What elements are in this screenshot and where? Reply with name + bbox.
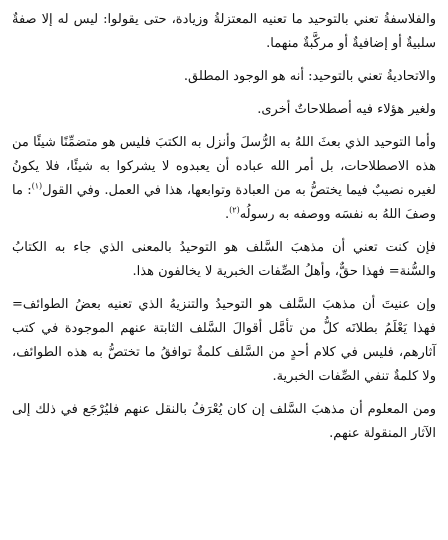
footnote-marker-2: (٢) <box>229 205 240 215</box>
paragraph-known-narrations: ومن المعلوم أن مذهبَ السَّلف إن كان يُعْرَفُ بالنقل عنهم فليُرْجَع في ذلك إلى الآثار المنقولة عنهم. <box>12 402 436 441</box>
paragraph-tawhid-of-messengers <box>12 131 436 227</box>
paragraph-philosophers: والفلاسفةُ تعني بالتوحيد ما تعنيه المعتزلةُ وزيادة، حتى يقولوا: ليس له إلا صفةٌ سلبيةٌ أو إضافيةٌ أو مركَّبةٌ منهما. <box>12 12 436 51</box>
paragraph-tawhid-speech-text: : ما وصفَ اللهُ به نفسَه ووصفه به رسولُه <box>12 183 436 222</box>
paragraph-tawhid-in-speech: وفي القول <box>42 183 101 198</box>
paragraph-if-you-mean-book: فإن كنت تعني أن مذهبَ السَّلف هو التوحيدُ بالمعنى الذي جاء به الكتابُ والسُّنة= فهذا حقٌّ، وأهلُ الصِّفات الخبرية لا يخالفون هذا. <box>12 240 436 279</box>
paragraph-ittihadiyya: والاتحاديةُ تعني بالتوحيد: أنه هو الوجود المطلق. <box>183 69 436 84</box>
paragraph-tawhid-end-period: . <box>225 207 230 222</box>
paragraph-other-terms: ولغير هؤلاء فيه أصطلاحاتٌ أخرى. <box>257 102 436 117</box>
paragraph-tawhid-main-text: وأما التوحيد الذي بعثَ اللهُ به الرُّسلَ وأنزل به الكتبَ فليس هو متضمِّنًا شيئًا من هذه الاصطلاحات، بل أمر الله عباده أن يعبدوه لا يشركوا به شيئًا، فلا يكونُ لغيره نصيبٌ فيما يختصُّ به من العبادة وتوابعها، هذا في العمل. <box>12 135 437 198</box>
footnote-marker-1: (١) <box>31 181 43 191</box>
paragraph-if-you-mean-sects: وإن عنيتَ أن مذهبَ السَّلف هو التوحيدُ والتنزيهُ الذي تعنيه بعضُ الطوائف= فهذا يَعْلَمُ بطلانَه كلُّ من تأمَّل أقوالَ السَّلف الثابتة عنهم الموجودة في كتب آثارهم، فليس في كلام أحدٍ من السَّلف كلمةٌ توافقُ ما تختصُّ به هذه الطوائف، ولا كلمةٌ تنفي الصِّفات الخبرية. <box>12 297 436 384</box>
